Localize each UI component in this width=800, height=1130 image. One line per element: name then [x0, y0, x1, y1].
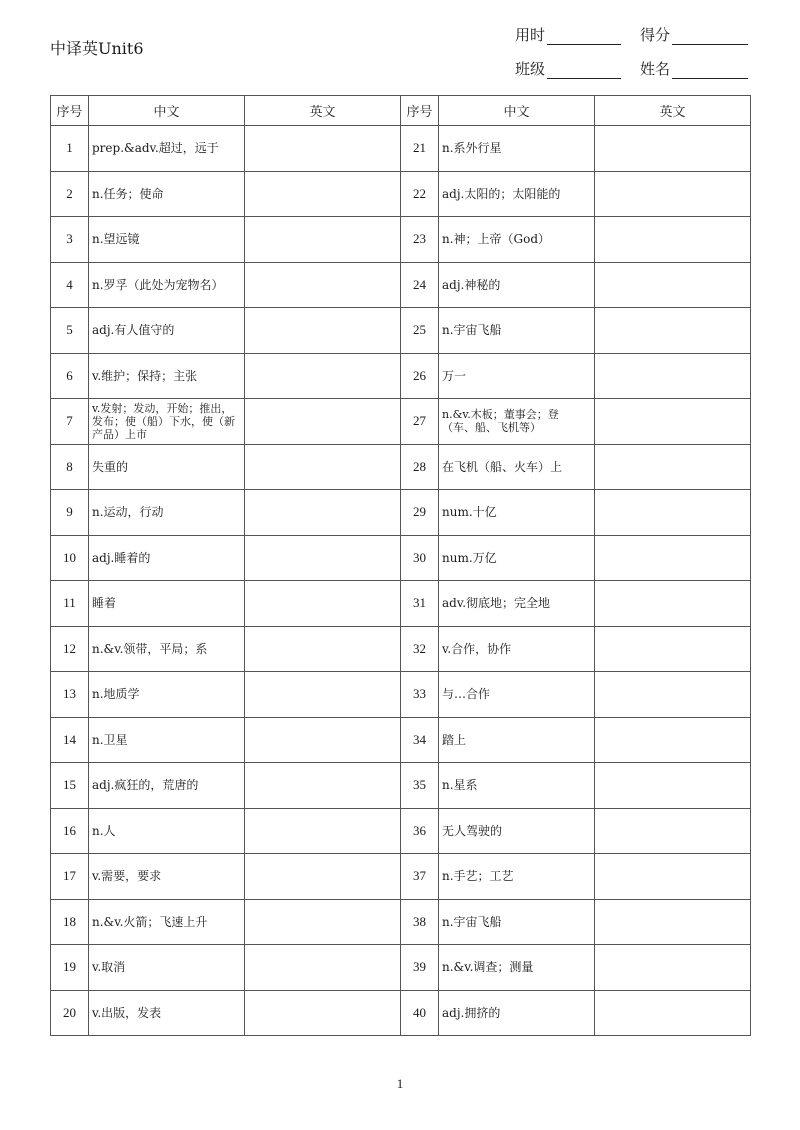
right-chinese-cell: n.&v.调查；测量	[439, 945, 595, 991]
right-number-cell: 37	[401, 854, 439, 900]
left-english-answer-cell[interactable]	[245, 581, 401, 627]
left-number-cell: 15	[51, 763, 89, 809]
left-english-answer-cell[interactable]	[245, 899, 401, 945]
left-english-answer-cell[interactable]	[245, 763, 401, 809]
time-field[interactable]	[515, 24, 621, 45]
table-row	[51, 217, 751, 263]
right-chinese-cell: adv.彻底地；完全地	[439, 581, 595, 627]
header-number-left: 序号	[51, 96, 89, 126]
left-english-answer-cell[interactable]	[245, 672, 401, 718]
table-row	[51, 535, 751, 581]
right-number-cell: 32	[401, 626, 439, 672]
left-number-cell: 3	[51, 217, 89, 263]
right-english-answer-cell[interactable]	[595, 854, 751, 900]
right-english-answer-cell[interactable]	[595, 945, 751, 991]
right-english-answer-cell[interactable]	[595, 717, 751, 763]
left-english-answer-cell[interactable]	[245, 399, 401, 445]
left-number-cell: 7	[51, 399, 89, 445]
left-number-cell: 11	[51, 581, 89, 627]
page-number: 1	[396, 1076, 404, 1091]
left-chinese-cell: adj.有人值守的	[89, 308, 245, 354]
left-number-cell: 9	[51, 490, 89, 536]
score-field[interactable]	[640, 24, 748, 45]
right-chinese-cell: n.宇宙飞船	[439, 308, 595, 354]
name-field[interactable]	[640, 58, 748, 79]
header-english-left: 英文	[245, 96, 401, 126]
left-chinese-cell: n.卫星	[89, 717, 245, 763]
left-chinese-cell: n.&v.火箭；飞速上升	[89, 899, 245, 945]
right-number-cell: 25	[401, 308, 439, 354]
left-chinese-cell: n.罗孚（此处为宠物名）	[89, 262, 245, 308]
left-number-cell: 1	[51, 126, 89, 172]
left-english-answer-cell[interactable]	[245, 353, 401, 399]
left-number-cell: 19	[51, 945, 89, 991]
right-english-answer-cell[interactable]	[595, 581, 751, 627]
left-number-cell: 4	[51, 262, 89, 308]
worksheet-title: 中译英Unit6	[50, 39, 144, 58]
right-number-cell: 23	[401, 217, 439, 263]
right-chinese-cell: v.合作，协作	[439, 626, 595, 672]
left-chinese-cell: prep.&adv.超过，远于	[89, 126, 245, 172]
header-chinese-right: 中文	[439, 96, 595, 126]
left-number-cell: 6	[51, 353, 89, 399]
left-number-cell: 18	[51, 899, 89, 945]
table-row	[51, 808, 751, 854]
left-chinese-cell: n.运动，行动	[89, 490, 245, 536]
table-row	[51, 581, 751, 627]
table-row	[51, 308, 751, 354]
right-english-answer-cell[interactable]	[595, 808, 751, 854]
name-label: 姓名	[640, 60, 671, 78]
right-english-answer-cell[interactable]	[595, 490, 751, 536]
left-chinese-cell: v.需要，要求	[89, 854, 245, 900]
right-number-cell: 39	[401, 945, 439, 991]
left-english-answer-cell[interactable]	[245, 171, 401, 217]
left-english-answer-cell[interactable]	[245, 262, 401, 308]
right-number-cell: 21	[401, 126, 439, 172]
left-english-answer-cell[interactable]	[245, 717, 401, 763]
right-chinese-cell: n.神；上帝（God）	[439, 217, 595, 263]
left-chinese-cell: adj.疯狂的，荒唐的	[89, 763, 245, 809]
table-row	[51, 945, 751, 991]
left-english-answer-cell[interactable]	[245, 945, 401, 991]
left-english-answer-cell[interactable]	[245, 990, 401, 1036]
right-english-answer-cell[interactable]	[595, 990, 751, 1036]
left-number-cell: 5	[51, 308, 89, 354]
left-chinese-cell: v.维护；保持；主张	[89, 353, 245, 399]
right-chinese-cell: n.星系	[439, 763, 595, 809]
left-number-cell: 8	[51, 444, 89, 490]
time-label: 用时	[515, 26, 546, 44]
left-number-cell: 12	[51, 626, 89, 672]
right-english-answer-cell[interactable]	[595, 353, 751, 399]
table-row	[51, 990, 751, 1036]
table-row	[51, 490, 751, 536]
name-blank[interactable]	[672, 64, 748, 79]
right-english-answer-cell[interactable]	[595, 626, 751, 672]
left-number-cell: 16	[51, 808, 89, 854]
right-chinese-cell: adj.神秘的	[439, 262, 595, 308]
right-chinese-cell: num.万亿	[439, 535, 595, 581]
left-chinese-cell: 睡着	[89, 581, 245, 627]
left-chinese-cell: n.&v.领带，平局；系	[89, 626, 245, 672]
right-chinese-cell: 万一	[439, 353, 595, 399]
right-english-answer-cell[interactable]	[595, 899, 751, 945]
table-row	[51, 626, 751, 672]
left-english-answer-cell[interactable]	[245, 217, 401, 263]
right-chinese-cell: 踏上	[439, 717, 595, 763]
left-number-cell: 13	[51, 672, 89, 718]
table-row	[51, 399, 751, 445]
right-number-cell: 29	[401, 490, 439, 536]
class-label: 班级	[515, 60, 546, 78]
left-number-cell: 17	[51, 854, 89, 900]
right-chinese-cell: 与…合作	[439, 672, 595, 718]
right-english-answer-cell[interactable]	[595, 308, 751, 354]
right-english-answer-cell[interactable]	[595, 763, 751, 809]
left-chinese-cell: v.取消	[89, 945, 245, 991]
right-number-cell: 34	[401, 717, 439, 763]
right-english-answer-cell[interactable]	[595, 171, 751, 217]
left-chinese-cell: n.任务；使命	[89, 171, 245, 217]
right-english-answer-cell[interactable]	[595, 399, 751, 445]
right-english-answer-cell[interactable]	[595, 535, 751, 581]
left-english-answer-cell[interactable]	[245, 444, 401, 490]
right-number-cell: 36	[401, 808, 439, 854]
table-row	[51, 126, 751, 172]
class-blank[interactable]	[547, 64, 621, 79]
table-header-row	[51, 96, 751, 126]
right-number-cell: 24	[401, 262, 439, 308]
table-row	[51, 262, 751, 308]
left-english-answer-cell[interactable]	[245, 126, 401, 172]
right-english-answer-cell[interactable]	[595, 126, 751, 172]
right-english-answer-cell[interactable]	[595, 444, 751, 490]
right-chinese-cell: adj.太阳的；太阳能的	[439, 171, 595, 217]
right-english-answer-cell[interactable]	[595, 672, 751, 718]
right-chinese-cell: 无人驾驶的	[439, 808, 595, 854]
left-english-answer-cell[interactable]	[245, 490, 401, 536]
left-number-cell: 20	[51, 990, 89, 1036]
left-number-cell: 2	[51, 171, 89, 217]
header-chinese-left: 中文	[89, 96, 245, 126]
right-english-answer-cell[interactable]	[595, 217, 751, 263]
left-chinese-cell: n.人	[89, 808, 245, 854]
left-chinese-cell: v.出版，发表	[89, 990, 245, 1036]
table-row	[51, 854, 751, 900]
left-chinese-cell: n.地质学	[89, 672, 245, 718]
left-chinese-cell: 失重的	[89, 444, 245, 490]
left-chinese-cell: v.发射；发动，开始；推出，发布；使（船）下水，使（新产品）上市	[89, 399, 245, 445]
left-english-answer-cell[interactable]	[245, 308, 401, 354]
right-number-cell: 26	[401, 353, 439, 399]
score-blank[interactable]	[672, 30, 748, 45]
left-english-answer-cell[interactable]	[245, 854, 401, 900]
table-row	[51, 763, 751, 809]
right-chinese-cell: n.系外行星	[439, 126, 595, 172]
table-row	[51, 899, 751, 945]
right-number-cell: 31	[401, 581, 439, 627]
table-row	[51, 444, 751, 490]
left-number-cell: 10	[51, 535, 89, 581]
table-row	[51, 672, 751, 718]
right-number-cell: 35	[401, 763, 439, 809]
left-chinese-cell: adj.睡着的	[89, 535, 245, 581]
right-number-cell: 33	[401, 672, 439, 718]
score-label: 得分	[640, 26, 671, 44]
left-chinese-cell: n.望远镜	[89, 217, 245, 263]
header-number-right: 序号	[401, 96, 439, 126]
left-english-answer-cell[interactable]	[245, 808, 401, 854]
left-english-answer-cell[interactable]	[245, 626, 401, 672]
header-english-right: 英文	[595, 96, 751, 126]
right-chinese-cell: n.&v.木板；董事会；登（车、船、飞机等）	[439, 399, 595, 445]
right-chinese-cell: n.手艺；工艺	[439, 854, 595, 900]
right-number-cell: 30	[401, 535, 439, 581]
right-number-cell: 28	[401, 444, 439, 490]
vocabulary-table	[50, 95, 751, 1036]
right-number-cell: 38	[401, 899, 439, 945]
right-chinese-cell: num.十亿	[439, 490, 595, 536]
right-number-cell: 27	[401, 399, 439, 445]
left-number-cell: 14	[51, 717, 89, 763]
time-blank[interactable]	[547, 30, 621, 45]
right-chinese-cell: adj.拥挤的	[439, 990, 595, 1036]
table-row	[51, 171, 751, 217]
right-number-cell: 22	[401, 171, 439, 217]
right-chinese-cell: n.宇宙飞船	[439, 899, 595, 945]
class-field[interactable]	[515, 58, 621, 79]
right-number-cell: 40	[401, 990, 439, 1036]
table-row	[51, 353, 751, 399]
right-chinese-cell: 在飞机（船、火车）上	[439, 444, 595, 490]
left-english-answer-cell[interactable]	[245, 535, 401, 581]
table-row	[51, 717, 751, 763]
right-english-answer-cell[interactable]	[595, 262, 751, 308]
